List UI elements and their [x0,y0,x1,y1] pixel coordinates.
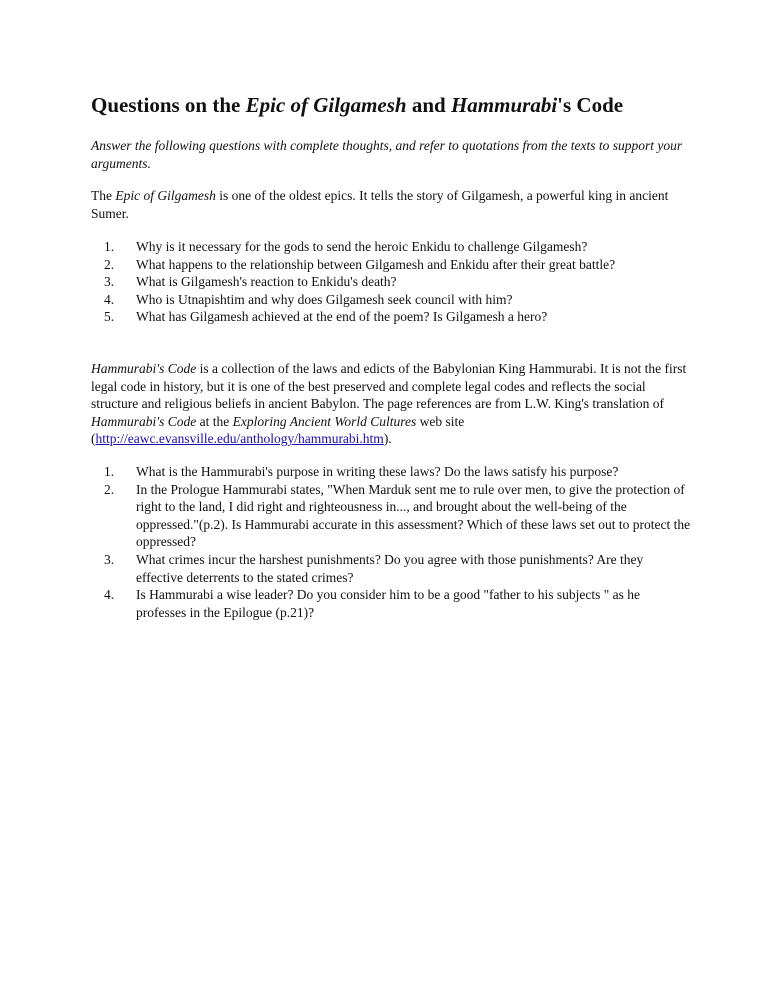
instructions: Answer the following questions with complete thoughts, and refer to quotations from the texts to support your arguments. [91,138,683,171]
hammurabi-intro-text: is a collection of the laws and edicts of the Babylonian King Hammurabi. It is not the first legal code in history, but it is one of the best preserved and complete legal codes and reflects the social structure and religious beliefs in ancient Babylon. The page references are from L.W. King's translation of [91,361,687,412]
item-number: 4. [104,291,115,307]
hammurabi-intro-text-2: at the [196,413,233,429]
item-text: Is Hammurabi a wise leader? Do you consider him to be a good "father to his subjects " as he professes in the Epilogue (p.21)? [136,587,641,620]
gilgamesh-intro-text: is one of the oldest epics. It tells the story of Gilgamesh, a powerful king in ancient Sumer. [91,188,669,221]
hammurabi-intro-text-4: ). [383,431,392,447]
item-text: What happens to the relationship between Gilgamesh and Enkidu after their great battle? [136,256,616,272]
hammurabi-intro-title-2: Hammurabi's Code [91,413,197,429]
list-item [91,463,691,481]
item-number: 4. [104,587,115,603]
item-number: 3. [104,274,115,290]
item-text: What is Gilgamesh's reaction to Enkidu's death? [136,274,397,290]
title-prefix: Questions on the [91,93,246,117]
item-number: 1. [104,464,115,479]
item-text: What crimes incur the harshest punishments? Do you agree with those punishments? Are they effective deterrents to the stated crimes? [136,551,644,585]
list-item [91,586,691,621]
title-mid: and [406,93,451,117]
hammurabi-intro [91,360,691,448]
title-suffix: 's Code [557,93,624,117]
item-text: What is the Hammurabi's purpose in writing these laws? Do the laws satisfy his purpose? [136,464,619,479]
title-work-hammurabi: Hammurabi [450,93,558,117]
list-item [91,551,691,586]
list-item [91,308,691,326]
hammurabi-intro-text-3: web site ( [91,413,465,447]
item-text: What has Gilgamesh achieved at the end of the poem? Is Gilgamesh a hero? [136,309,548,325]
item-number: 1. [104,239,115,254]
item-number: 2. [104,481,115,497]
item-text: Why is it necessary for the gods to send the heroic Enkidu to challenge Gilgamesh? [136,239,588,254]
item-text: Who is Utnapishtim and why does Gilgamesh seek council with him? [136,291,513,307]
item-number: 2. [104,256,115,272]
list-item [91,238,691,256]
title-work-gilgamesh: Epic of Gilgamesh [245,93,407,117]
hammurabi-intro-title: Hammurabi's Code [91,361,197,376]
gilgamesh-intro-pre: The [91,188,116,203]
item-text: In the Prologue Hammurabi states, "When Marduk sent me to rule over men, to give the protection of right to the land, I did right and righteousness in..., and brought about the well-being of the oppressed."(p.2). Is Hammurabi accurate in this assessment? Which of these laws set out to protect the oppressed? [136,481,691,550]
list-item [91,481,691,551]
list-item [91,291,691,309]
item-number: 5. [104,309,115,325]
page-title [91,90,623,120]
list-item [91,256,691,274]
gilgamesh-questions [91,238,691,326]
hammurabi-url-link[interactable]: http://eawc.evansville.edu/anthology/hammurabi.htm [95,431,384,447]
list-item [91,273,691,291]
site-name: Exploring Ancient World Cultures [232,413,417,429]
gilgamesh-intro-title: Epic of Gilgamesh [115,188,216,203]
item-number: 3. [104,551,115,567]
hammurabi-questions [91,463,691,621]
gilgamesh-intro [91,187,691,222]
